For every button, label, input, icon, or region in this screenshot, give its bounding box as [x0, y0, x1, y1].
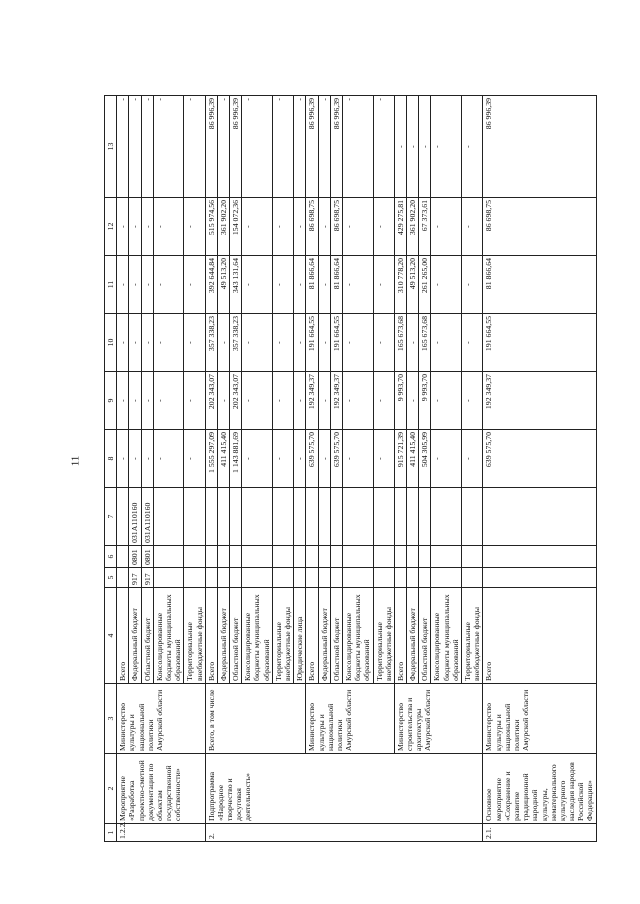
source-cell: Консолидированные бюджеты муниципальных образований: [242, 588, 273, 684]
value-cell: -: [184, 96, 205, 198]
header-cell: 4: [105, 588, 117, 684]
header-cell: 3: [105, 684, 117, 754]
value-cell: 86 698,75: [330, 198, 342, 256]
value-cell: -: [242, 198, 273, 256]
csr-cell: [217, 488, 229, 546]
value-cell: -: [294, 430, 306, 488]
source-cell: Федеральный бюджет: [407, 588, 419, 684]
rzpr-cell: [373, 546, 394, 568]
value-cell: 639 575,70: [306, 430, 318, 488]
value-cell: -: [272, 430, 293, 488]
value-cell: 361 902,20: [217, 198, 229, 256]
value-cell: 86 996,39: [230, 96, 242, 198]
budget-table: [104, 95, 597, 842]
table-row: [483, 96, 596, 842]
source-cell: Консолидированные бюджеты муниципальных образований: [342, 588, 373, 684]
value-cell: -: [294, 256, 306, 314]
value-cell: 504 305,99: [419, 430, 431, 488]
grbs-cell: [342, 568, 373, 588]
value-cell: -: [373, 372, 394, 430]
value-cell: -: [141, 372, 153, 430]
value-cell: 357 338,23: [205, 314, 217, 372]
source-cell: Областной бюджет: [141, 588, 153, 684]
csr-cell: 031A110160: [129, 488, 141, 546]
value-cell: 9 993,70: [394, 372, 406, 430]
table-viewport: [104, 96, 595, 842]
rzpr-cell: [205, 546, 217, 568]
csr-cell: [117, 488, 129, 546]
table-row: [394, 96, 406, 842]
csr-cell: [483, 488, 596, 546]
value-cell: -: [318, 314, 330, 372]
value-cell: -: [272, 314, 293, 372]
value-cell: -: [342, 256, 373, 314]
value-cell: -: [117, 372, 129, 430]
value-cell: -: [242, 256, 273, 314]
grbs-cell: [330, 568, 342, 588]
value-cell: 429 275,81: [394, 198, 406, 256]
header-cell: 13: [105, 96, 117, 198]
csr-cell: [242, 488, 273, 546]
value-cell: -: [129, 372, 141, 430]
value-cell: -: [294, 372, 306, 430]
row-number: 1.2.2.: [117, 824, 206, 842]
rzpr-cell: [394, 546, 406, 568]
value-cell: -: [242, 314, 273, 372]
value-cell: 81 866,64: [483, 256, 596, 314]
value-cell: -: [318, 96, 330, 198]
source-cell: Областной бюджет: [419, 588, 431, 684]
value-cell: -: [294, 198, 306, 256]
csr-cell: [342, 488, 373, 546]
value-cell: 392 644,84: [205, 256, 217, 314]
value-cell: -: [129, 256, 141, 314]
value-cell: 86 996,39: [483, 96, 596, 198]
csr-cell: [230, 488, 242, 546]
value-cell: -: [153, 256, 184, 314]
value-cell: 192 349,37: [330, 372, 342, 430]
value-cell: 192 349,37: [306, 372, 318, 430]
source-cell: Всего: [394, 588, 406, 684]
csr-cell: [330, 488, 342, 546]
rzpr-cell: [230, 546, 242, 568]
csr-cell: [318, 488, 330, 546]
row-number: 2.1.: [483, 824, 596, 842]
header-cell: 8: [105, 430, 117, 488]
value-cell: 86 996,39: [330, 96, 342, 198]
value-cell: 202 343,07: [230, 372, 242, 430]
grbs-cell: [272, 568, 293, 588]
csr-cell: [272, 488, 293, 546]
value-cell: -: [153, 314, 184, 372]
grbs-cell: [184, 568, 205, 588]
source-cell: Всего: [205, 588, 217, 684]
value-cell: 191 664,55: [330, 314, 342, 372]
rzpr-cell: [318, 546, 330, 568]
value-cell: -: [141, 430, 153, 488]
value-cell: 202 343,07: [205, 372, 217, 430]
value-cell: 192 349,37: [483, 372, 596, 430]
value-cell: 1 143 881,69: [230, 430, 242, 488]
grbs-cell: [117, 568, 129, 588]
grbs-cell: [394, 568, 406, 588]
value-cell: -: [394, 96, 406, 198]
value-cell: -: [242, 96, 273, 198]
source-cell: Всего: [117, 588, 129, 684]
csr-cell: [394, 488, 406, 546]
value-cell: -: [431, 96, 462, 198]
value-cell: -: [272, 256, 293, 314]
rzpr-cell: [184, 546, 205, 568]
rzpr-cell: [431, 546, 462, 568]
value-cell: -: [141, 256, 153, 314]
value-cell: -: [217, 372, 229, 430]
rzpr-cell: [330, 546, 342, 568]
source-cell: Всего: [306, 588, 318, 684]
grbs-cell: [153, 568, 184, 588]
csr-cell: [373, 488, 394, 546]
value-cell: 191 664,55: [483, 314, 596, 372]
value-cell: 154 072,36: [230, 198, 242, 256]
value-cell: -: [117, 198, 129, 256]
grbs-cell: 917: [129, 568, 141, 588]
row-executor: Министерство культуры и национальной политики Амурской области: [306, 684, 395, 754]
source-cell: Федеральный бюджет: [318, 588, 330, 684]
value-cell: -: [217, 96, 229, 198]
value-cell: -: [272, 372, 293, 430]
value-cell: -: [217, 314, 229, 372]
grbs-cell: [462, 568, 483, 588]
row-name: Основное мероприятие «Сохранение и развитие традиционной народной культуры, нематериального культурного наследия народов Российской Федерации»: [483, 754, 596, 824]
rzpr-cell: [272, 546, 293, 568]
value-cell: -: [462, 96, 483, 198]
value-cell: -: [141, 198, 153, 256]
value-cell: -: [318, 256, 330, 314]
rzpr-cell: [462, 546, 483, 568]
grbs-cell: [230, 568, 242, 588]
value-cell: -: [373, 256, 394, 314]
value-cell: -: [272, 96, 293, 198]
value-cell: -: [141, 314, 153, 372]
value-cell: -: [431, 372, 462, 430]
value-cell: -: [242, 430, 273, 488]
grbs-cell: [419, 568, 431, 588]
value-cell: -: [431, 430, 462, 488]
source-cell: Областной бюджет: [330, 588, 342, 684]
value-cell: -: [342, 198, 373, 256]
value-cell: -: [462, 314, 483, 372]
grbs-cell: [431, 568, 462, 588]
row-executor: Министерство культуры и национальной политики Амурской области: [117, 684, 206, 754]
rzpr-cell: 0801: [141, 546, 153, 568]
value-cell: -: [153, 372, 184, 430]
value-cell: -: [373, 198, 394, 256]
csr-cell: [205, 488, 217, 546]
header-cell: 1: [105, 824, 117, 842]
value-cell: 86 996,39: [306, 96, 318, 198]
value-cell: 86 698,75: [483, 198, 596, 256]
value-cell: -: [462, 430, 483, 488]
value-cell: 261 265,00: [419, 256, 431, 314]
value-cell: 411 415,40: [217, 430, 229, 488]
rzpr-cell: [407, 546, 419, 568]
source-cell: Территориальные внебюджетные фонды: [272, 588, 293, 684]
value-cell: -: [129, 96, 141, 198]
grbs-cell: [205, 568, 217, 588]
value-cell: -: [431, 314, 462, 372]
value-cell: -: [129, 430, 141, 488]
value-cell: -: [318, 198, 330, 256]
page-number: 11: [69, 455, 82, 467]
value-cell: 639 575,70: [330, 430, 342, 488]
header-row: [105, 96, 117, 842]
csr-cell: [462, 488, 483, 546]
value-cell: -: [431, 256, 462, 314]
grbs-cell: [217, 568, 229, 588]
value-cell: 81 866,64: [306, 256, 318, 314]
value-cell: 9 993,70: [419, 372, 431, 430]
rzpr-cell: [419, 546, 431, 568]
value-cell: -: [462, 256, 483, 314]
rotated-page: [104, 96, 595, 842]
value-cell: 165 673,68: [394, 314, 406, 372]
value-cell: 86 996,39: [205, 96, 217, 198]
csr-cell: [407, 488, 419, 546]
rzpr-cell: [483, 546, 596, 568]
value-cell: -: [373, 96, 394, 198]
value-cell: 191 664,55: [306, 314, 318, 372]
source-cell: Территориальные внебюджетные фонды: [462, 588, 483, 684]
value-cell: -: [117, 430, 129, 488]
value-cell: -: [407, 314, 419, 372]
rzpr-cell: [342, 546, 373, 568]
source-cell: Федеральный бюджет: [217, 588, 229, 684]
value-cell: -: [373, 314, 394, 372]
value-cell: -: [462, 372, 483, 430]
row-number: 2.: [205, 824, 483, 842]
rzpr-cell: [217, 546, 229, 568]
header-cell: 7: [105, 488, 117, 546]
rzpr-cell: [306, 546, 318, 568]
rzpr-cell: 0801: [129, 546, 141, 568]
csr-cell: [431, 488, 462, 546]
value-cell: 357 338,23: [230, 314, 242, 372]
value-cell: 343 131,64: [230, 256, 242, 314]
value-cell: -: [141, 96, 153, 198]
value-cell: -: [419, 96, 431, 198]
rzpr-cell: [242, 546, 273, 568]
grbs-cell: [483, 568, 596, 588]
value-cell: -: [342, 96, 373, 198]
value-cell: -: [294, 96, 306, 198]
header-cell: 9: [105, 372, 117, 430]
header-cell: 5: [105, 568, 117, 588]
header-cell: 6: [105, 546, 117, 568]
value-cell: -: [342, 430, 373, 488]
source-cell: Территориальные внебюджетные фонды: [184, 588, 205, 684]
source-cell: Консолидированные бюджеты муниципальных образований: [431, 588, 462, 684]
value-cell: 361 902,20: [407, 198, 419, 256]
header-cell: 10: [105, 314, 117, 372]
value-cell: -: [407, 372, 419, 430]
csr-cell: [419, 488, 431, 546]
value-cell: 411 415,40: [407, 430, 419, 488]
value-cell: -: [184, 372, 205, 430]
value-cell: -: [318, 372, 330, 430]
value-cell: -: [242, 372, 273, 430]
grbs-cell: [306, 568, 318, 588]
source-cell: Всего: [483, 588, 596, 684]
value-cell: -: [462, 198, 483, 256]
source-cell: Юридические лица: [294, 588, 306, 684]
csr-cell: [294, 488, 306, 546]
value-cell: 165 673,68: [419, 314, 431, 372]
value-cell: 81 866,64: [330, 256, 342, 314]
value-cell: -: [373, 430, 394, 488]
rzpr-cell: [153, 546, 184, 568]
value-cell: -: [294, 314, 306, 372]
csr-cell: [153, 488, 184, 546]
value-cell: -: [129, 198, 141, 256]
value-cell: -: [407, 96, 419, 198]
value-cell: -: [129, 314, 141, 372]
csr-cell: [306, 488, 318, 546]
value-cell: 49 513,20: [407, 256, 419, 314]
row-executor: Министерство строительства и архитектуры Амурской области: [394, 684, 483, 754]
value-cell: -: [153, 198, 184, 256]
grbs-cell: [242, 568, 273, 588]
value-cell: 1 555 297,09: [205, 430, 217, 488]
value-cell: -: [117, 96, 129, 198]
value-cell: 515 974,56: [205, 198, 217, 256]
value-cell: 915 721,39: [394, 430, 406, 488]
csr-cell: 031A110160: [141, 488, 153, 546]
table-row: [306, 96, 318, 842]
table-row: [117, 96, 129, 842]
grbs-cell: [407, 568, 419, 588]
value-cell: 310 778,20: [394, 256, 406, 314]
source-cell: Территориальные внебюджетные фонды: [373, 588, 394, 684]
row-name: Мероприятие «Разработка проектно-сметной документации по объектам государственной собственности»: [117, 754, 206, 824]
value-cell: -: [318, 430, 330, 488]
grbs-cell: [294, 568, 306, 588]
value-cell: -: [184, 430, 205, 488]
header-cell: 12: [105, 198, 117, 256]
header-cell: 11: [105, 256, 117, 314]
row-executor: Всего, в том числе: [205, 684, 306, 754]
csr-cell: [184, 488, 205, 546]
value-cell: -: [184, 314, 205, 372]
value-cell: 86 698,75: [306, 198, 318, 256]
value-cell: -: [342, 372, 373, 430]
header-cell: 2: [105, 754, 117, 824]
grbs-cell: [318, 568, 330, 588]
rzpr-cell: [117, 546, 129, 568]
row-executor: Министерство культуры и национальной политики Амурской области: [483, 684, 596, 754]
grbs-cell: 917: [141, 568, 153, 588]
rzpr-cell: [294, 546, 306, 568]
value-cell: -: [272, 198, 293, 256]
value-cell: -: [117, 256, 129, 314]
grbs-cell: [373, 568, 394, 588]
row-name: Подпрограмма «Народное творчество и досуговая деятельность»: [205, 754, 483, 824]
value-cell: -: [153, 430, 184, 488]
value-cell: -: [184, 256, 205, 314]
source-cell: Областной бюджет: [230, 588, 242, 684]
value-cell: -: [342, 314, 373, 372]
value-cell: -: [431, 198, 462, 256]
value-cell: -: [153, 96, 184, 198]
value-cell: 49 513,20: [217, 256, 229, 314]
table-row: [205, 96, 217, 842]
value-cell: 639 575,70: [483, 430, 596, 488]
source-cell: Консолидированные бюджеты муниципальных образований: [153, 588, 184, 684]
value-cell: 67 373,61: [419, 198, 431, 256]
source-cell: Федеральный бюджет: [129, 588, 141, 684]
value-cell: -: [184, 198, 205, 256]
value-cell: -: [117, 314, 129, 372]
